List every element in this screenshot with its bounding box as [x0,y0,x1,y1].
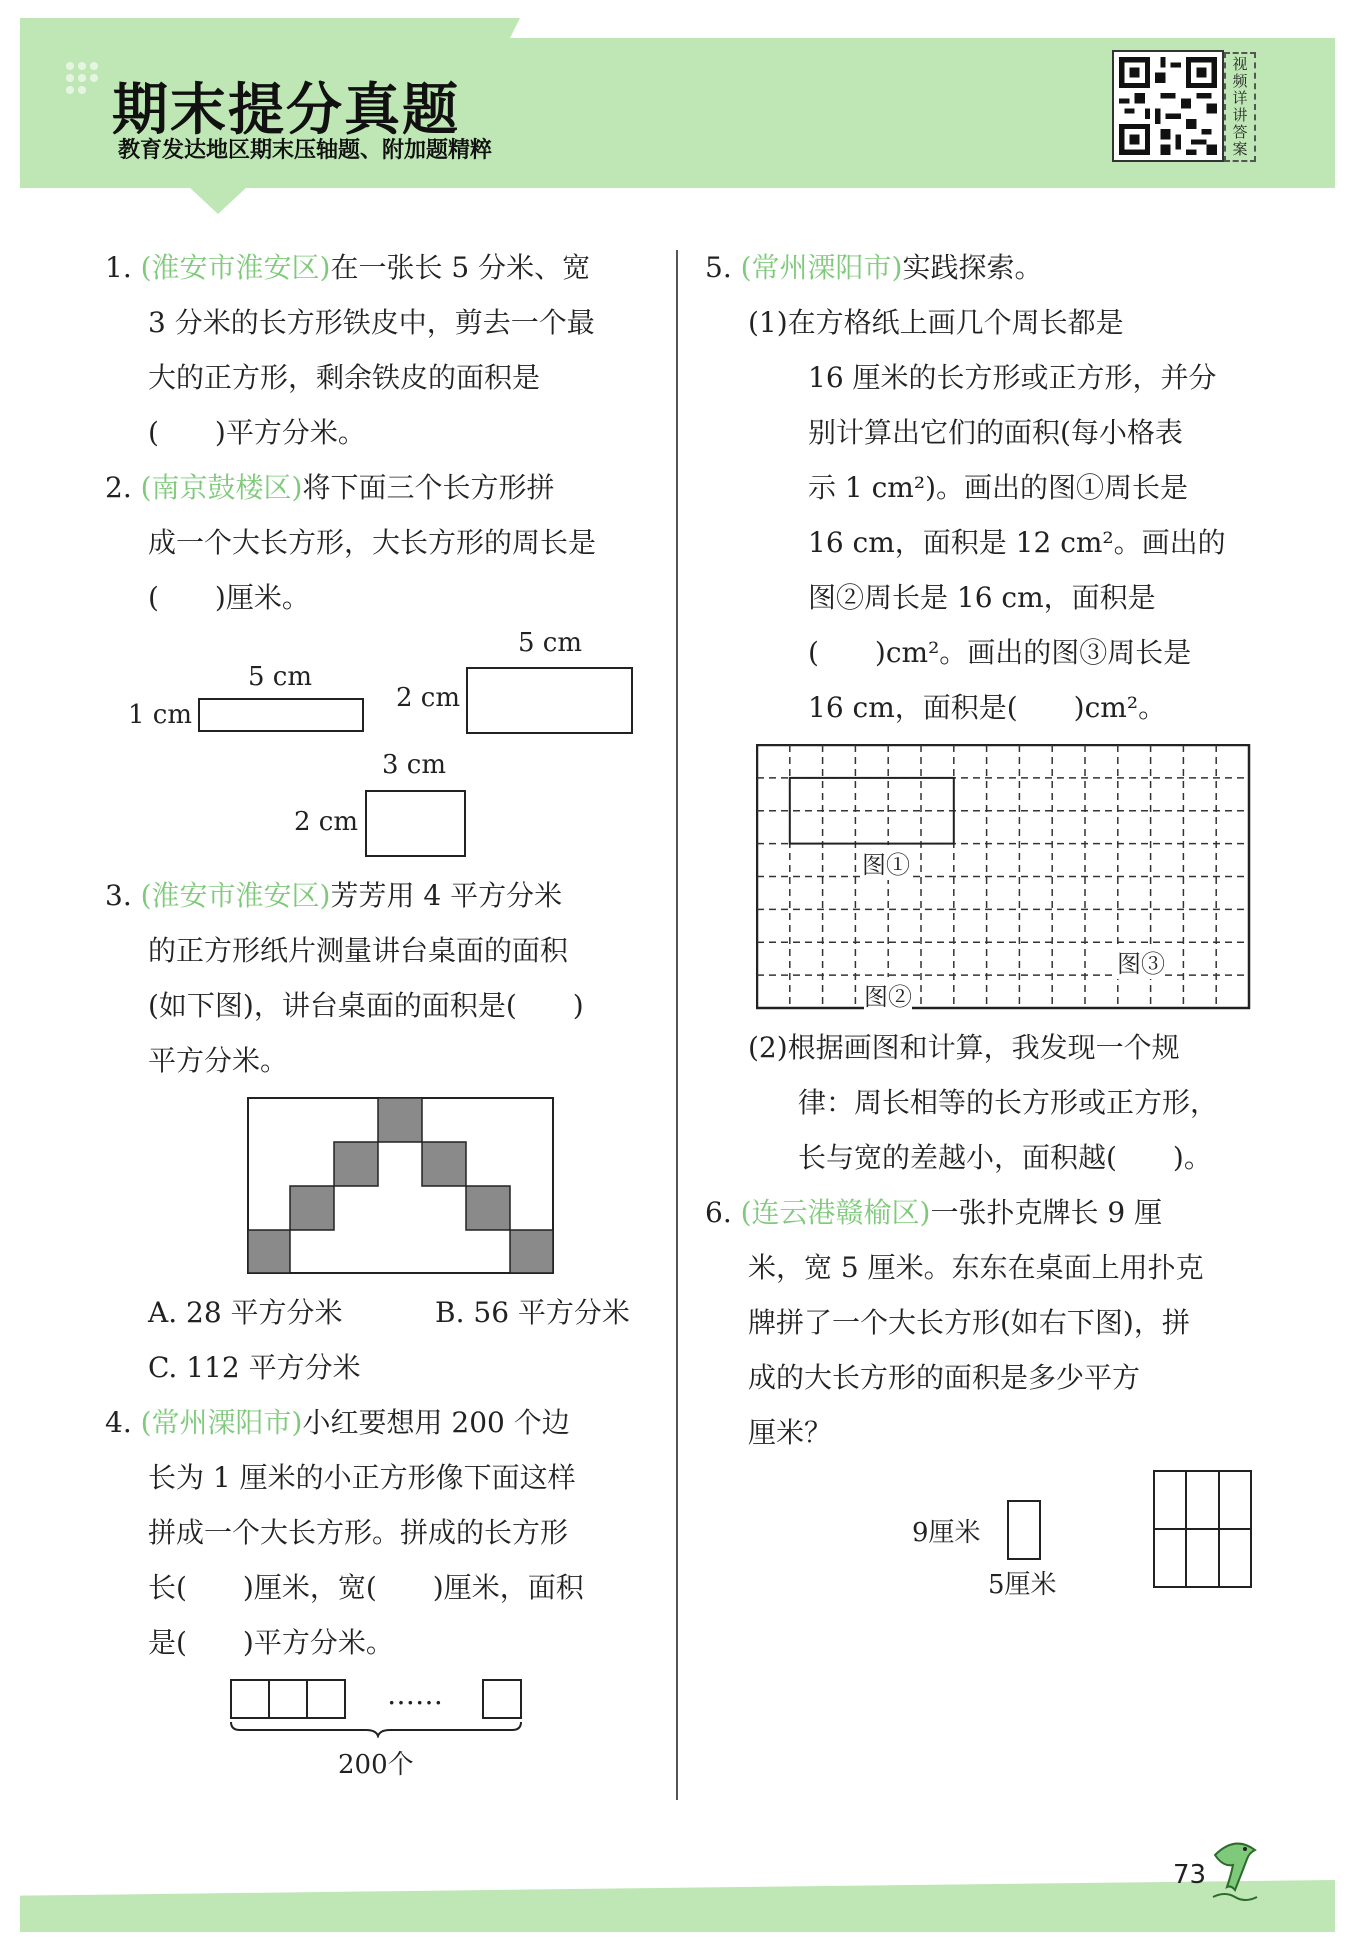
q5-p2-line-2: 律：周长相等的长方形或正方形， [798,1086,1219,1119]
option-c: C. 112 平方分米 [148,1351,361,1384]
question-number: 3. [105,879,132,912]
page-number: 73 [1173,1860,1207,1890]
question-source: (南京鼓楼区) [140,471,303,504]
question-number: 6. [705,1196,732,1229]
question-source: (淮安市淮安区) [140,251,331,284]
q5-p1-line-3: 别计算出它们的面积(每小格表 [808,416,1183,449]
q6-line-3: 牌拼了一个大长方形(如右下图)，拼 [748,1306,1190,1339]
big-rectangle-figure [1153,1470,1253,1590]
rect2-length-label: 5 cm [518,628,583,658]
q6-line-2: 米，宽 5 厘米。东东在桌面上用扑克 [748,1251,1204,1284]
q4-line-1 [105,1395,570,1450]
rect-2 [466,667,633,734]
rect-3 [365,790,466,857]
q3-line-3: (如下图)，讲台桌面的面积是( ) [148,989,584,1022]
question-text: 小红要想用 200 个边 [302,1406,570,1439]
small-squares-figure [228,1678,528,1738]
fig2-label: 图② [864,977,912,1012]
q2-line-1 [105,460,555,515]
page-subtitle: 教育发达地区期末压轴题、附加题精粹 [118,138,493,163]
count-label: 200个 [338,1750,414,1780]
rect3-width-label: 2 cm [294,807,359,837]
rect1-length-label: 5 cm [248,662,313,692]
rect-1 [198,698,364,732]
q3-line-4: 平方分米。 [148,1044,289,1077]
q5-p1-line-8: 16 cm，面积是( )cm²。 [808,691,1167,724]
square-tile [334,1142,378,1186]
q5-p1-line-2: 16 厘米的长方形或正方形，并分 [808,361,1217,394]
page-footer-band [20,1880,1335,1932]
q4-line-3: 拼成一个大长方形。拼成的长方形 [148,1516,569,1549]
q5-p1-line-1: (1)在方格纸上画几个周长都是 [748,306,1124,339]
fig1-label: 图① [862,845,910,880]
question-number: 1. [105,251,132,284]
question-text: 实践探索。 [902,251,1043,284]
q6-line-1 [705,1185,1162,1240]
square-tile [378,1098,422,1142]
dolphin-icon [1205,1835,1265,1905]
q1-line-3: 大的正方形，剩余铁皮的面积是 [148,361,541,394]
q4-line-4: 长( )厘米，宽( )厘米，面积 [148,1571,584,1604]
q2-line-2: 成一个大长方形，大长方形的周长是 [148,526,597,559]
rect2-width-label: 2 cm [396,683,461,713]
card-width-label: 5厘米 [988,1570,1057,1600]
header-pointer [188,186,248,214]
question-source: (常州溧阳市) [740,251,903,284]
q5-p2-line-1: (2)根据画图和计算，我发现一个规 [748,1031,1180,1064]
square-tile [510,1230,553,1273]
fig3-label: 图③ [1117,944,1165,979]
square-tile [422,1142,466,1186]
q6-line-4: 成的大长方形的面积是多少平方 [748,1361,1141,1394]
q3-line-2: 的正方形纸片测量讲台桌面的面积 [148,934,569,967]
card-length-label: 9厘米 [912,1518,981,1548]
option-b: B. 56 平方分米 [435,1296,630,1329]
qr-code-icon[interactable] [1112,50,1224,162]
square-tile [248,1230,290,1273]
square-tile [466,1186,510,1230]
q5-p1-line-5: 16 cm，面积是 12 cm²。画出的 [808,526,1226,559]
header-tab [20,18,520,58]
q5-p2-line-3: 长与宽的差越小，面积越( )。 [798,1141,1212,1174]
rect1-width-label: 1 cm [128,700,193,730]
question-source: (连云港赣榆区) [740,1196,931,1229]
ellipsis: …… [387,1678,443,1711]
q3-line-1 [105,868,562,923]
question-text: 一张扑克牌长 9 厘 [930,1196,1163,1229]
question-text: 在一张长 5 分米、宽 [330,251,591,284]
poker-card [1007,1500,1041,1560]
question-text: 将下面三个长方形拼 [302,471,555,504]
q4-line-5: 是( )平方分米。 [148,1626,394,1659]
q6-line-5: 厘米？ [748,1416,833,1449]
question-number: 4. [105,1406,132,1439]
q1-line-4: ( )平方分米。 [148,416,366,449]
rect3-length-label: 3 cm [382,750,447,780]
q5-line-1 [705,240,1043,295]
question-source: (常州溧阳市) [140,1406,303,1439]
desk-figure [247,1097,555,1275]
option-a: A. 28 平方分米 [148,1296,343,1329]
question-number: 5. [705,251,732,284]
column-divider [676,250,678,1800]
square-tile [290,1186,334,1230]
q5-p1-line-7: ( )cm²。画出的图③周长是 [808,636,1192,669]
q4-line-2: 长为 1 厘米的小正方形像下面这样 [148,1461,576,1494]
q5-p1-line-4: 示 1 cm²)。画出的图①周长是 [808,471,1188,504]
q2-line-3: ( )厘米。 [148,581,310,614]
grid-paper [756,744,1251,1010]
page-title: 期末提分真题 [112,78,460,143]
qr-label: 视频详讲答案 [1224,52,1256,162]
question-source: (淮安市淮安区) [140,879,331,912]
dots-icon [62,58,102,98]
q1-line-1 [105,240,590,295]
q5-p1-line-6: 图②周长是 16 cm，面积是 [808,581,1156,614]
question-number: 2. [105,471,132,504]
question-text: 芳芳用 4 平方分米 [330,879,563,912]
q1-line-2: 3 分米的长方形铁皮中，剪去一个最 [148,306,595,339]
